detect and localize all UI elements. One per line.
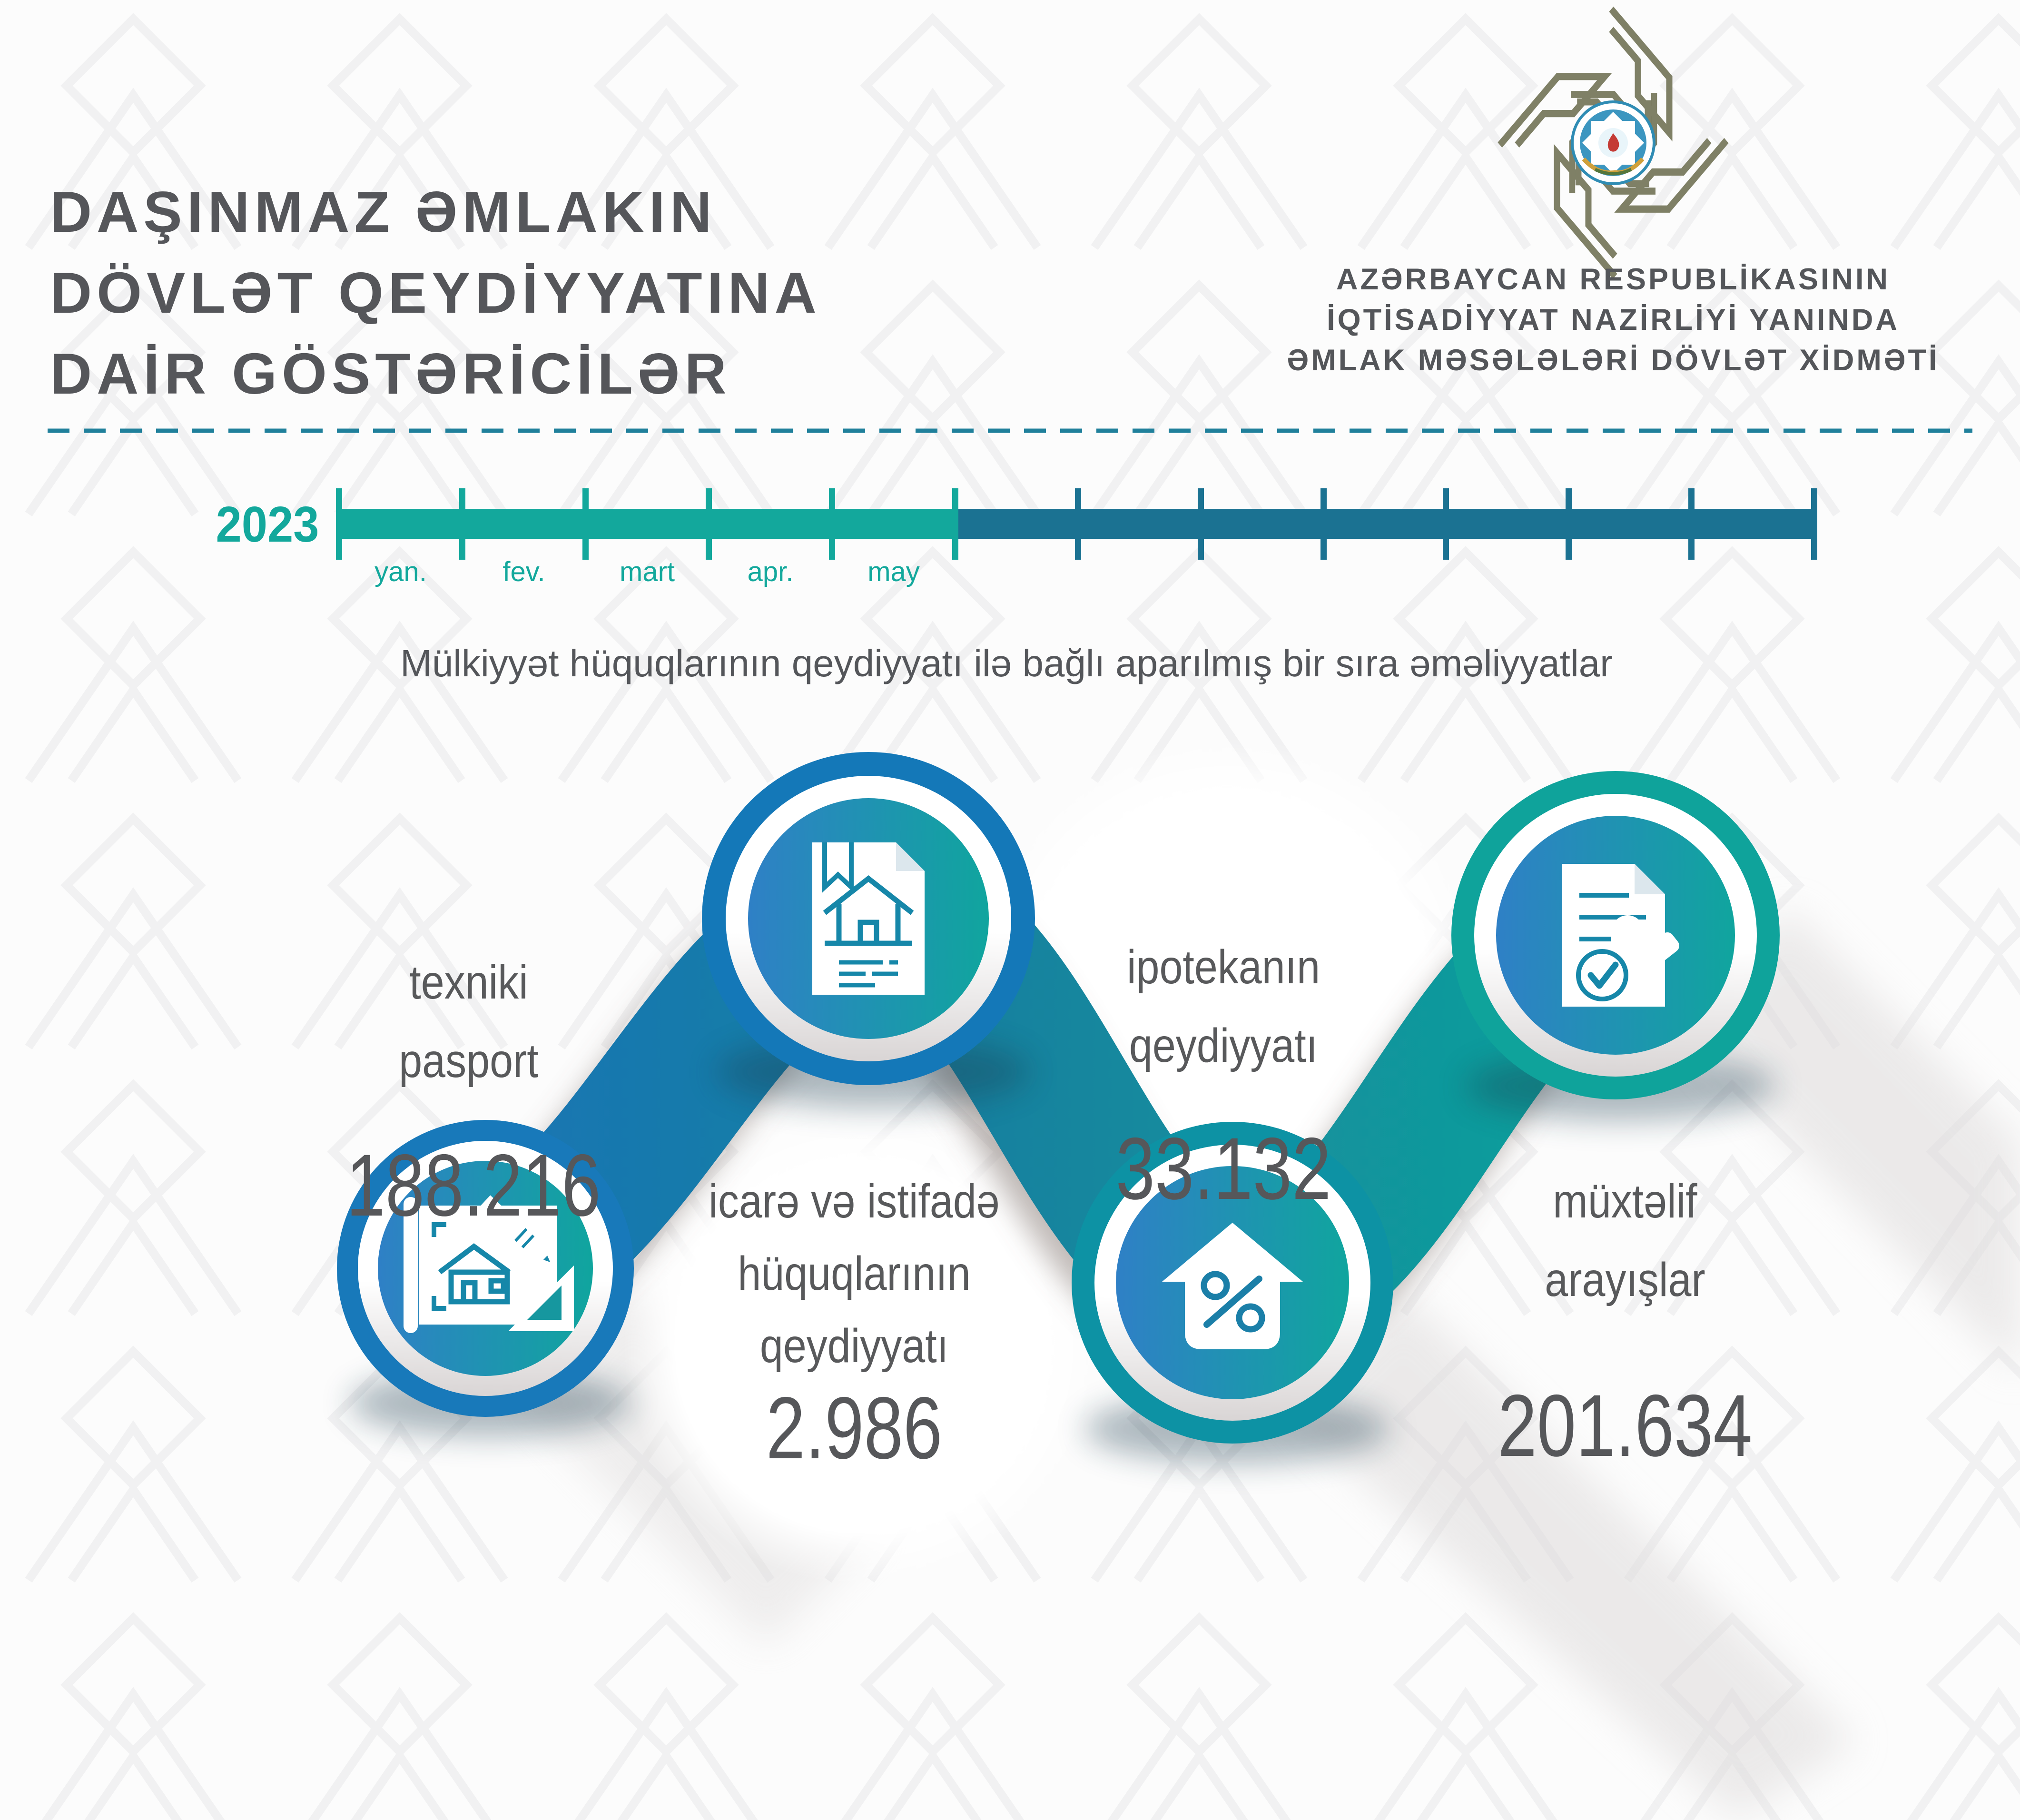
stat-value-texniki-pasport: 188.216 xyxy=(346,1137,601,1235)
timeline-month-fev: fev. xyxy=(503,556,545,587)
house-document-icon xyxy=(812,842,925,995)
title-line-3: DAİR GÖSTƏRİCİLƏR xyxy=(50,341,731,406)
timeline-year: 2023 xyxy=(216,496,319,553)
stat-label-icare-istifade: icarə və istifadə hüquqlarının qeydiyyatı xyxy=(709,1175,1000,1373)
stat-label-muxtelif-arayislar: müxtəlif arayışlar xyxy=(1545,1175,1705,1306)
timeline-month-mart: mart xyxy=(620,556,675,587)
org-name-line-3: ƏMLAK MƏSƏLƏLƏRİ DÖVLƏT XİDMƏTİ xyxy=(1287,344,1940,377)
timeline-month-yan: yan. xyxy=(374,556,427,587)
stat-label-texniki-pasport: texniki pasport xyxy=(399,956,539,1088)
stat-value-icare-istifade: 2.986 xyxy=(766,1379,943,1477)
subtitle: Mülkiyyət hüquqlarının qeydiyyatı ilə bağlı aparılmış bir sıra əməliyyatlar xyxy=(400,642,1613,684)
org-name-line-2: İQTİSADİYYAT NAZİRLİYİ YANINDA xyxy=(1327,303,1900,336)
org-name-line-1: AZƏRBAYCAN RESPUBLİKASININ xyxy=(1336,263,1890,296)
timeline-active-segment xyxy=(339,509,956,539)
stat-label-ipoteka: ipotekanın qeydiyyatı xyxy=(1126,940,1320,1072)
title-line-1: DAŞINMAZ ƏMLAKIN xyxy=(50,179,717,244)
timeline-month-may: may xyxy=(867,556,920,587)
timeline-month-apr: apr. xyxy=(747,556,794,587)
azerbaijan-emblem-icon xyxy=(1572,102,1654,184)
title-line-2: DÖVLƏT QEYDİYYATINA xyxy=(50,260,821,325)
stat-value-ipoteka: 33.132 xyxy=(1115,1120,1331,1218)
page-title xyxy=(50,171,821,414)
node-texniki-pasport xyxy=(702,752,1035,1085)
timeline-inactive-segment xyxy=(956,509,1814,539)
stat-value-muxtelif-arayislar: 201.634 xyxy=(1498,1377,1753,1475)
node-muxtelif-arayislar xyxy=(1451,771,1780,1099)
